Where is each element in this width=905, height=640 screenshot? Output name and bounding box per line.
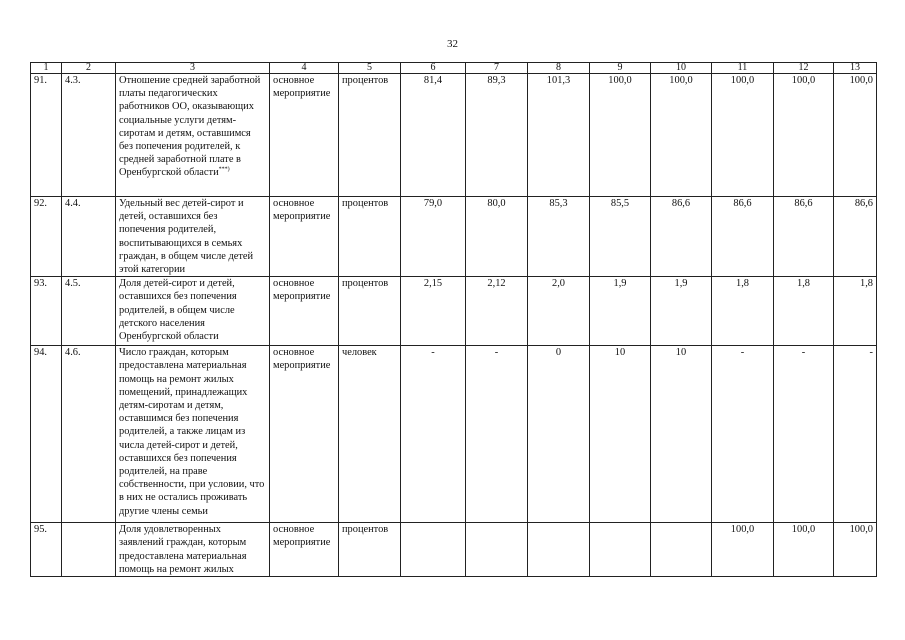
header-cell: 2 (62, 63, 116, 74)
value-cell: - (834, 346, 877, 523)
value-cell: 86,6 (774, 197, 834, 277)
row-code: 4.3. (62, 74, 116, 197)
header-cell: 12 (774, 63, 834, 74)
value-cell (466, 523, 528, 577)
row-code: 4.6. (62, 346, 116, 523)
table-row (31, 277, 877, 346)
value-cell (590, 523, 651, 577)
row-number: 92. (31, 197, 62, 277)
row-code: 4.4. (62, 197, 116, 277)
value-cell (528, 523, 590, 577)
value-cell: 1,8 (834, 277, 877, 346)
value-cell: - (401, 346, 466, 523)
value-cell: 10 (651, 346, 712, 523)
value-cell: 81,4 (401, 74, 466, 197)
value-cell: 2,0 (528, 277, 590, 346)
footnote-mark: ***) (218, 166, 230, 173)
header-cell: 11 (712, 63, 774, 74)
value-cell: 100,0 (774, 523, 834, 577)
row-number: 91. (31, 74, 62, 197)
value-cell: 1,9 (590, 277, 651, 346)
event-type: основное мероприятие (270, 74, 339, 197)
unit: человек (339, 346, 401, 523)
table-row (31, 197, 877, 277)
value-cell: 100,0 (651, 74, 712, 197)
indicator-name: Отношение средней заработной платы педагогических работников ОО, оказывающих социальные услуги детям-сиротам и детям, оставшимся без попечения родителей, к средней заработной плате в Оренбургской области***) (116, 74, 270, 197)
header-cell: 10 (651, 63, 712, 74)
header-cell: 8 (528, 63, 590, 74)
header-cell: 9 (590, 63, 651, 74)
indicator-name: Доля удовлетворенных заявлений граждан, которым предоставлена материальная помощь на ремонт жилых (116, 523, 270, 577)
value-cell: 100,0 (834, 74, 877, 197)
value-cell (651, 523, 712, 577)
table-row (31, 346, 877, 523)
value-cell: 86,6 (712, 197, 774, 277)
event-type: основное мероприятие (270, 277, 339, 346)
row-code (62, 523, 116, 577)
page-number: 32 (447, 38, 458, 50)
value-cell: 100,0 (774, 74, 834, 197)
value-cell: 0 (528, 346, 590, 523)
indicator-name: Число граждан, которым предоставлена материальная помощь на ремонт жилых помещений, принадлежащих детям-сиротам и детям, оставшимся без попечения родителей, а также лицам из числа детей-сирот и детей, оставшихся без попечения родителей, на праве собственности, при условии, что в них не остались проживать другие члены семьи (116, 346, 270, 523)
row-code: 4.5. (62, 277, 116, 346)
indicator-name: Доля детей-сирот и детей, оставшихся без попечения родителей, в общем числе детского населения Оренбургской области (116, 277, 270, 346)
header-cell: 13 (834, 63, 877, 74)
table-row (31, 523, 877, 577)
unit: процентов (339, 74, 401, 197)
header-cell: 1 (31, 63, 62, 74)
row-number: 93. (31, 277, 62, 346)
unit: процентов (339, 277, 401, 346)
value-cell: 100,0 (712, 74, 774, 197)
value-cell: 100,0 (834, 523, 877, 577)
value-cell: 2,12 (466, 277, 528, 346)
event-type: основное мероприятие (270, 346, 339, 523)
value-cell: 1,8 (774, 277, 834, 346)
value-cell: 85,5 (590, 197, 651, 277)
row-number: 94. (31, 346, 62, 523)
value-cell: 80,0 (466, 197, 528, 277)
value-cell: 10 (590, 346, 651, 523)
value-cell: - (712, 346, 774, 523)
value-cell: 86,6 (834, 197, 877, 277)
header-cell: 3 (116, 63, 270, 74)
header-cell: 5 (339, 63, 401, 74)
value-cell: 100,0 (590, 74, 651, 197)
header-row (31, 63, 877, 74)
value-cell: 1,8 (712, 277, 774, 346)
value-cell: - (466, 346, 528, 523)
header-cell: 4 (270, 63, 339, 74)
value-cell: 85,3 (528, 197, 590, 277)
value-cell: 79,0 (401, 197, 466, 277)
value-cell: - (774, 346, 834, 523)
value-cell: 100,0 (712, 523, 774, 577)
value-cell: 101,3 (528, 74, 590, 197)
unit: процентов (339, 523, 401, 577)
header-cell: 6 (401, 63, 466, 74)
value-cell: 2,15 (401, 277, 466, 346)
value-cell: 1,9 (651, 277, 712, 346)
indicators-table (30, 62, 877, 577)
unit: процентов (339, 197, 401, 277)
event-type: основное мероприятие (270, 523, 339, 577)
indicator-name: Удельный вес детей-сирот и детей, оставшихся без попечения родителей, воспитывающихся в семьях граждан, в общем числе детей этой категории (116, 197, 270, 277)
value-cell (401, 523, 466, 577)
event-type: основное мероприятие (270, 197, 339, 277)
table-row (31, 74, 877, 197)
value-cell: 89,3 (466, 74, 528, 197)
value-cell: 86,6 (651, 197, 712, 277)
header-cell: 7 (466, 63, 528, 74)
row-number: 95. (31, 523, 62, 577)
